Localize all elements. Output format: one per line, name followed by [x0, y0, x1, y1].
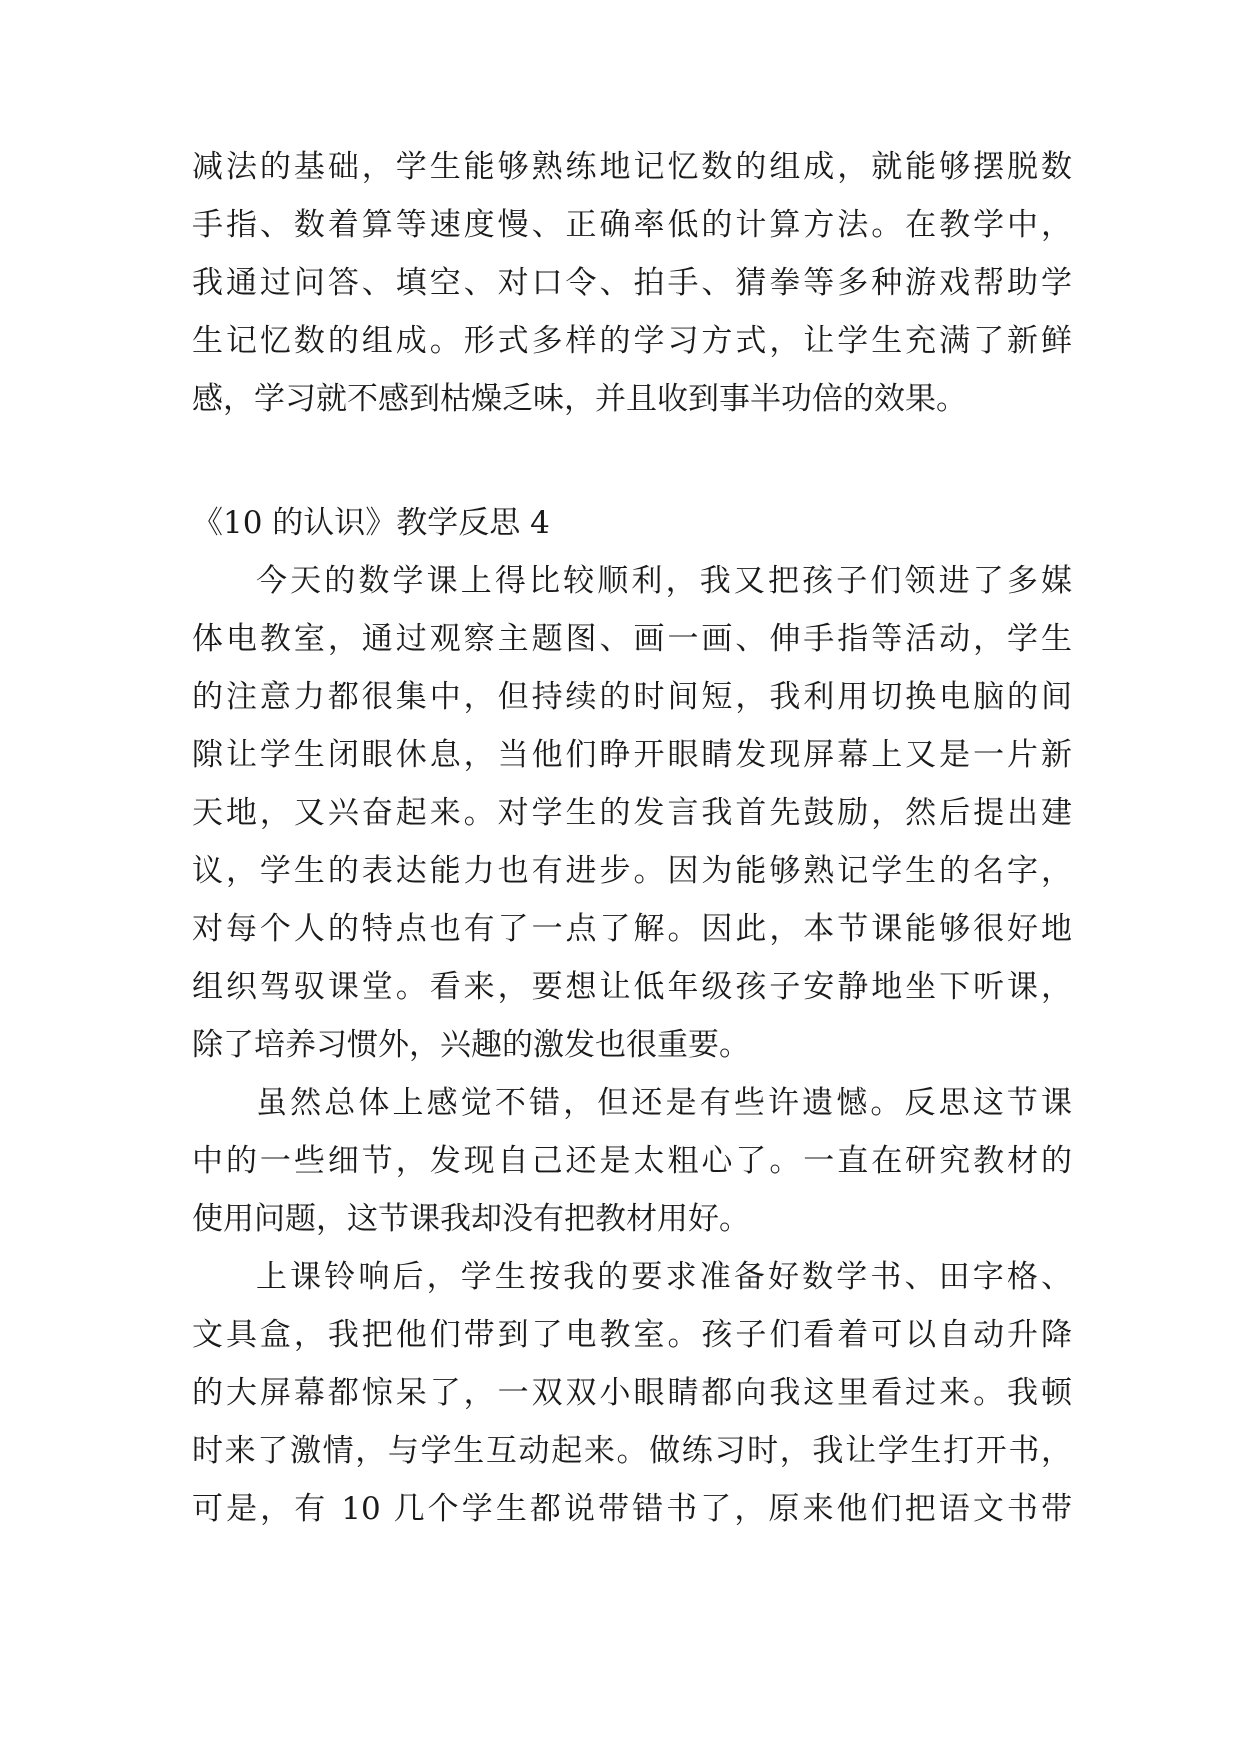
text-line: 手指、数着算等速度慢、正确率低的计算方法。在教学中，	[192, 207, 1072, 243]
text-line: 体电教室，通过观察主题图、画一画、伸手指等活动，学生	[192, 621, 1072, 657]
text-line: 生记忆数的组成。形式多样的学习方式，让学生充满了新鲜	[192, 323, 1072, 359]
text-line: 议，学生的表达能力也有进步。因为能够熟记学生的名字，	[192, 853, 1072, 889]
text-line: 今天的数学课上得比较顺利，我又把孩子们领进了多媒	[256, 563, 1072, 599]
text-line: 时来了激情，与学生互动起来。做练习时，我让学生打开书，	[192, 1433, 1072, 1469]
text-line: 可是，有 10 几个学生都说带错书了，原来他们把语文书带	[192, 1491, 1072, 1527]
text-line: 隙让学生闭眼休息，当他们睁开眼睛发现屏幕上又是一片新	[192, 737, 1072, 773]
text-line: 对每个人的特点也有了一点了解。因此，本节课能够很好地	[192, 911, 1072, 947]
text-line: 的注意力都很集中，但持续的时间短，我利用切换电脑的间	[192, 679, 1072, 715]
text-line: 减法的基础，学生能够熟练地记忆数的组成，就能够摆脱数	[192, 149, 1072, 185]
text-line: 感，学习就不感到枯燥乏味，并且收到事半功倍的效果。	[192, 381, 967, 417]
text-line: 组织驾驭课堂。看来，要想让低年级孩子安静地坐下听课，	[192, 969, 1072, 1005]
text-line: 使用问题，这节课我却没有把教材用好。	[192, 1201, 750, 1237]
section-heading: 《10 的认识》教学反思 4	[192, 505, 550, 541]
text-line: 天地，又兴奋起来。对学生的发言我首先鼓励，然后提出建	[192, 795, 1072, 831]
text-line: 中的一些细节，发现自己还是太粗心了。一直在研究教材的	[192, 1143, 1072, 1179]
text-line: 除了培养习惯外，兴趣的激发也很重要。	[192, 1027, 750, 1063]
text-line: 上课铃响后，学生按我的要求准备好数学书、田字格、	[256, 1259, 1072, 1295]
text-line: 我通过问答、填空、对口令、拍手、猜拳等多种游戏帮助学	[192, 265, 1072, 301]
text-line: 的大屏幕都惊呆了，一双双小眼睛都向我这里看过来。我顿	[192, 1375, 1072, 1411]
text-line: 虽然总体上感觉不错，但还是有些许遗憾。反思这节课	[256, 1085, 1072, 1121]
text-line: 文具盒，我把他们带到了电教室。孩子们看着可以自动升降	[192, 1317, 1072, 1353]
